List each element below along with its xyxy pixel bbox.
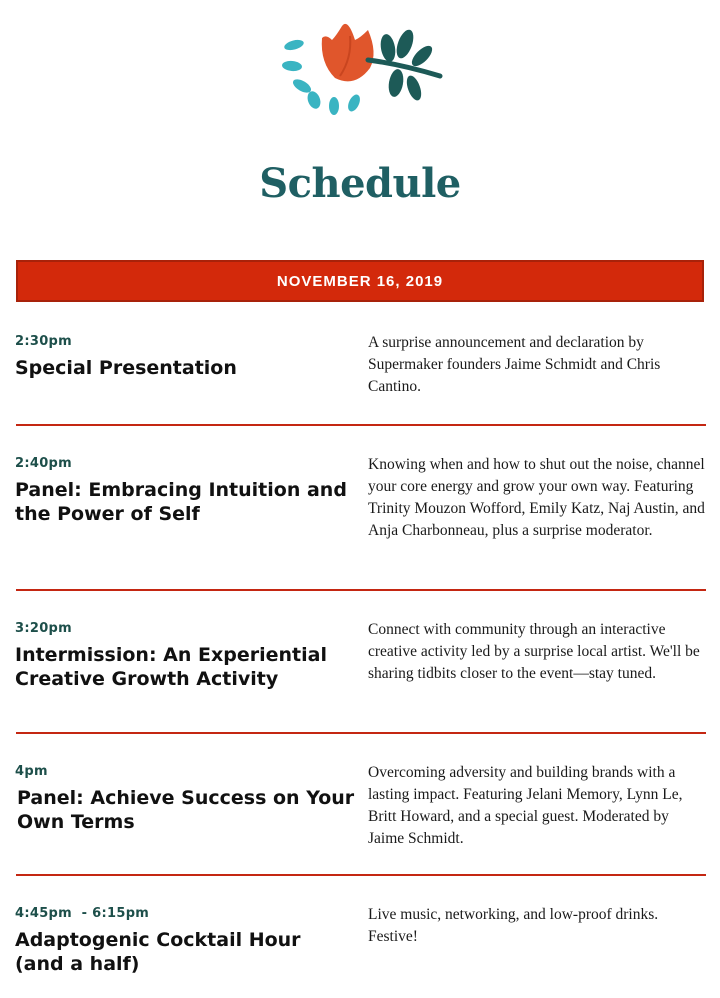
event-description: Live music, networking, and low-proof drinks. Festive! (368, 906, 659, 945)
date-banner (16, 260, 704, 302)
event-time: 3:20pm (15, 621, 72, 636)
event-description: Knowing when and how to shut out the noise, channel your core energy and grow your own way. Featuring Trinity Mouzon Wofford, Emily Katz, Naj Austin, and Anja Charbonneau, plus a surprise moderator. (368, 456, 705, 539)
event-title: Intermission: An Experiential Creative Growth Activity (15, 644, 327, 690)
divider (16, 874, 706, 876)
event-title: Panel: Achieve Success on Your Own Terms (17, 787, 355, 833)
event-title: Adaptogenic Cocktail Hour (and a half) (15, 929, 301, 975)
event-description: A surprise announcement and declaration by Supermaker founders Jaime Schmidt and Chris Cantino. (368, 334, 661, 395)
event-title: Special Presentation (15, 357, 237, 379)
divider (16, 589, 706, 591)
divider (16, 424, 706, 426)
event-description: Overcoming adversity and building brands with a lasting impact. Featuring Jelani Memory, Lynn Le, Britt Howard, and a special guest. Moderated by Jaime Schmidt. (368, 764, 683, 847)
page-title: Schedule (259, 160, 461, 207)
event-title: Panel: Embracing Intuition and the Power of Self (15, 479, 347, 525)
event-description: Connect with community through an interactive creative activity led by a surprise local artist. We'll be sharing tidbits closer to the event—stay tuned. (368, 621, 700, 682)
event-time: 4:45pm - 6:15pm (15, 906, 150, 921)
event-time: 2:30pm (15, 334, 72, 349)
flower-icon (280, 18, 445, 120)
event-time: 4pm (15, 764, 48, 779)
divider (16, 732, 706, 734)
event-time: 2:40pm (15, 456, 72, 471)
date-label: NOVEMBER 16, 2019 (276, 272, 444, 290)
